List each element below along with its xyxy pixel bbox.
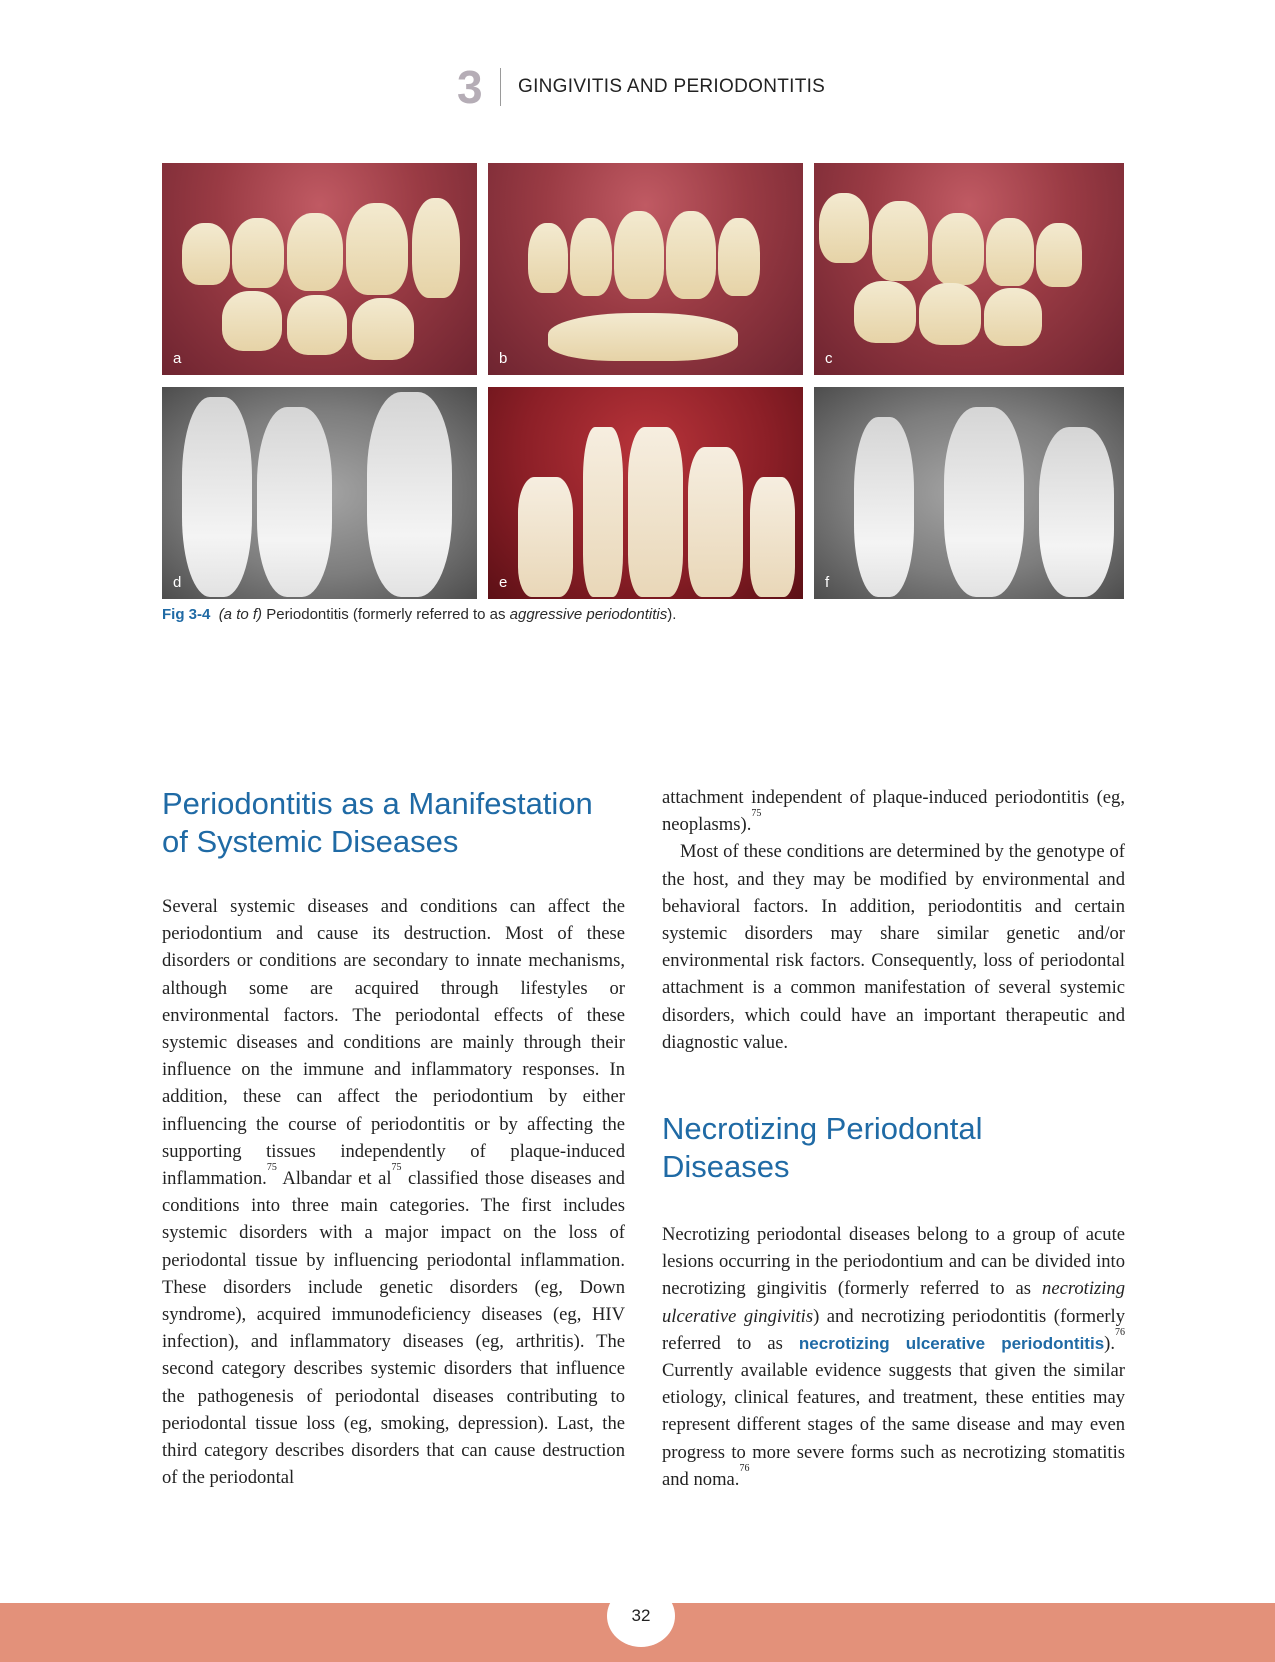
reference-number: 75 — [266, 1162, 277, 1174]
reference-number: 75 — [751, 808, 762, 820]
right-body-text-bottom — [662, 1221, 1125, 1493]
glossary-term-link[interactable]: necrotizing ulcerative periodontitis — [798, 1333, 1105, 1353]
paragraph: Most of these conditions are determined by the genotype of the host, and they may be modified by environmental and behavioral factors. In addition, periodontitis and certain systemic disorders may share similar genetic and/or environmental risk factors. Consequently, loss of periodontal attachment is a common manifestation of several systemic disorders, which could have an important therapeutic and diagnostic value. — [662, 841, 1125, 1053]
text-run: Necrotizing periodontal diseases belong to a group of acute lesions occurring in the periodontium and can be divided into necrotizing gingivitis (formerly referred to as — [662, 1224, 1125, 1300]
figure-caption — [162, 606, 1122, 623]
section-heading-systemic — [162, 785, 632, 861]
figure-f-radiograph — [814, 387, 1124, 599]
italic-term: necrotizing ulcerative gingivitis — [662, 1278, 1125, 1327]
running-header — [0, 62, 1275, 112]
figure-label: Fig 3-4 — [162, 606, 211, 623]
figure-e-surgical-photo — [488, 387, 803, 599]
figure-letter: d — [173, 574, 182, 591]
caption-text: Periodontitis (formerly referred to as — [266, 606, 510, 623]
caption-italic-term: aggressive periodontitis — [509, 606, 668, 623]
header-divider — [500, 68, 501, 106]
figure-letter: c — [825, 350, 833, 367]
heading-line: Diseases — [662, 1149, 790, 1184]
figure-b-clinical-photo — [488, 163, 803, 375]
text-run: ). — [1104, 1332, 1115, 1354]
text-run: Albandar et al — [276, 1168, 392, 1190]
figure-c-clinical-photo — [814, 163, 1124, 375]
paragraph — [662, 1221, 1125, 1493]
heading-line: Necrotizing Periodontal — [662, 1111, 983, 1146]
figure-d-radiograph — [162, 387, 477, 599]
text-run: classified those diseases and conditions into three main categories. The first includes systemic disorders with a major impact on the loss of periodontal tissue by influencing periodontal inflammation. These disorders include genetic disorders (eg, Down syndrome), acquired immunodeficiency diseases (eg, HIV infection), and inflammatory diseases (eg, arthritis). The second category describes systemic disorders that influence the pathogenesis of periodontal diseases contributing to periodontal tissue loss (eg, smoking, depression). Last, the third category describes disorders that can cause destruction of the periodontal — [162, 1168, 625, 1489]
text-run: Currently available evidence suggests that given the similar etiology, clinical features, and treatment, these entities may represent different stages of the same disease and may even progress to more severe forms such as necrotizing stomatitis and noma. — [662, 1360, 1125, 1490]
heading-line: of Systemic Diseases — [162, 824, 459, 859]
reference-number: 76 — [1115, 1326, 1125, 1338]
text-run: ) and necrotizing periodontitis (formerly referred to as — [662, 1305, 1125, 1354]
figure-letter: b — [499, 350, 508, 367]
caption-text-end: ). — [667, 606, 677, 623]
chapter-number: 3 — [457, 61, 483, 113]
chapter-title: GINGIVITIS AND PERIODONTITIS — [518, 76, 826, 97]
figure-letter: f — [825, 574, 830, 591]
left-body-text — [162, 893, 625, 1491]
reference-number: 75 — [391, 1162, 402, 1174]
text-run: attachment independent of plaque-induced periodontitis (eg, neoplasms). — [662, 787, 1125, 836]
reference-number: 76 — [739, 1462, 750, 1474]
heading-line: Periodontitis as a Manifestation — [162, 786, 593, 821]
text-run: Several systemic diseases and conditions can affect the periodontium and cause its destruction. Most of these disorders or conditions are secondary to innate mechanisms, although some are acquired through lifestyles or environmental factors. The periodontal effects of these systemic diseases and conditions are mainly through their influence on the immune and inflammatory responses. In addition, these can affect the periodontium by either influencing the course of periodontitis or by affecting the supporting tissues independently of plaque-induced inflammation. — [162, 896, 625, 1190]
right-body-text-top — [662, 784, 1125, 1056]
page-number: 32 — [607, 1585, 675, 1647]
paragraph — [662, 784, 1125, 838]
figure-letter: a — [173, 350, 182, 367]
figure-a-clinical-photo — [162, 163, 477, 375]
figure-range: (a to f) — [218, 606, 263, 623]
figure-letter: e — [499, 574, 508, 591]
paragraph — [162, 893, 625, 1491]
section-heading-necrotizing — [662, 1110, 1132, 1186]
